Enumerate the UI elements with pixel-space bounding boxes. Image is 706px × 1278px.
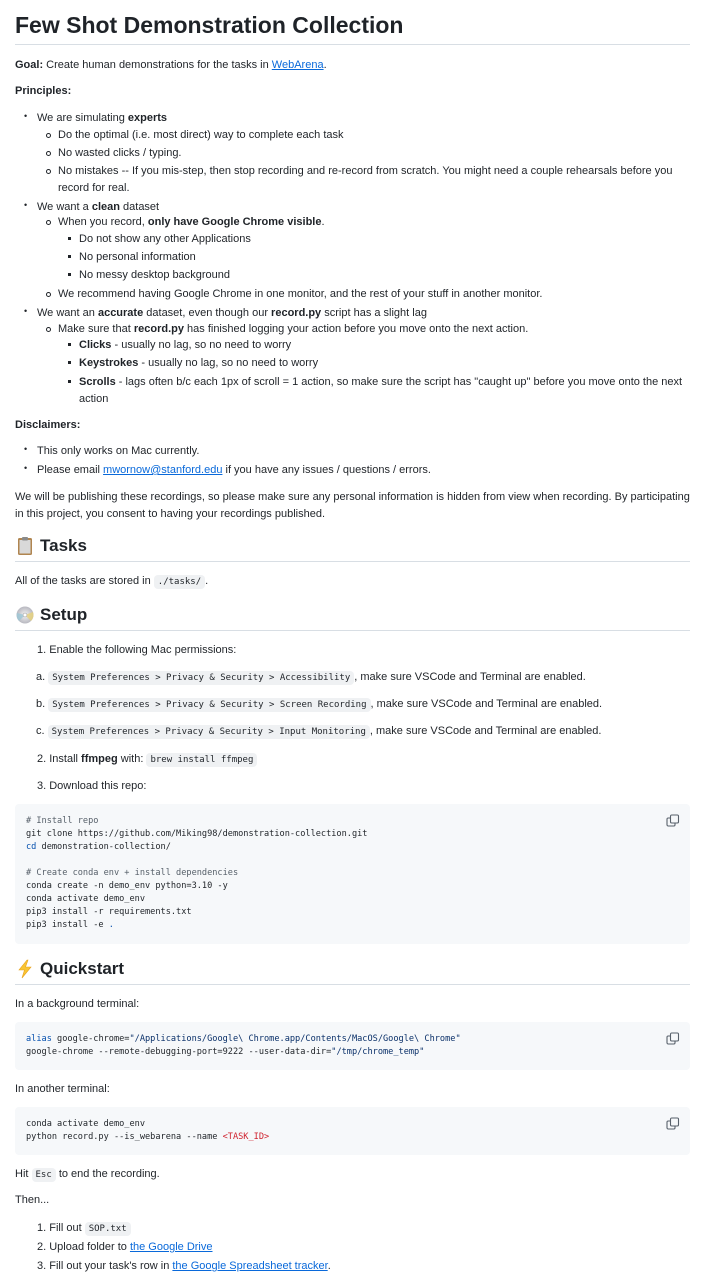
permission-screen-recording [36, 696, 602, 713]
code-keyword: cd [26, 842, 37, 852]
list-item [79, 337, 291, 354]
principles-label-text: Principles: [15, 85, 72, 97]
list-item-text: - usually no lag, so no need to worry [111, 339, 292, 351]
goal-after: . [323, 59, 327, 71]
setup-heading-text: Setup [40, 605, 88, 624]
list-item [58, 145, 182, 162]
code-line: google-chrome= [51, 1034, 130, 1044]
install-ffmpeg-code: brew install ffmpeg [146, 753, 257, 767]
then-label: Then... [15, 1194, 50, 1206]
list-item [58, 163, 690, 197]
step-suffix: with: [117, 753, 147, 765]
then-step-1 [37, 1220, 131, 1237]
list-item [79, 355, 318, 372]
code-string: "/Applications/Google\ Chrome.app/Contents/MacOS/Google\ Chrome" [129, 1034, 461, 1044]
record-code-block [15, 1107, 690, 1155]
step-bold: ffmpeg [81, 753, 118, 765]
list-item-bold: Keystrokes [79, 357, 139, 369]
list-item-suffix: if you have any issues / questions / errors. [222, 464, 431, 476]
chrome-code-block [15, 1022, 690, 1070]
email-link[interactable]: mwornow@stanford.edu [103, 464, 223, 476]
principle-experts [37, 110, 167, 127]
copy-icon[interactable] [666, 1117, 680, 1131]
principle-text: We want an [37, 307, 98, 319]
code-line: demonstration-collection/ [36, 842, 171, 852]
list-item-text: When you record, [58, 216, 148, 228]
code-comment: # Create conda env + install dependencies [26, 868, 239, 878]
list-item [79, 267, 230, 284]
list-item-text: We recommend having Google Chrome in one monitor, and the rest of your stuff in another monitor. [58, 288, 543, 300]
permission-path-code: System Preferences > Privacy & Security > Accessibility [48, 671, 354, 685]
list-item-text: No wasted clicks / typing. [58, 147, 182, 159]
list-item-text: - usually no lag, so no need to worry [138, 357, 319, 369]
list-item-text: Do not show any other Applications [79, 233, 251, 245]
tasks-suffix: . [205, 575, 209, 587]
code-comment: # Install repo [26, 816, 99, 826]
copy-icon[interactable] [666, 1032, 680, 1046]
list-item [58, 214, 325, 231]
list-item-text: No messy desktop background [79, 269, 231, 281]
code-content [15, 1107, 690, 1155]
list-item [58, 321, 528, 338]
goal-text: Create human demonstrations for the tasks in [43, 59, 272, 71]
sop-file-code: SOP.txt [85, 1222, 131, 1236]
disc-icon [15, 605, 35, 625]
principle-suffix: dataset [119, 201, 160, 213]
list-item [79, 231, 251, 248]
code-content [15, 1022, 690, 1070]
list-item [58, 127, 344, 144]
then-step-2 [37, 1239, 213, 1256]
hit-esc-paragraph [15, 1166, 160, 1183]
list-item-bold: record.py [133, 323, 184, 335]
list-item [37, 443, 199, 460]
permission-text: , make sure VSCode and Terminal are enabled. [354, 671, 586, 683]
list-item-text: This only works on Mac currently. [37, 445, 200, 457]
list-item [79, 249, 196, 266]
principle-suffix: script has a slight lag [321, 307, 427, 319]
step-suffix: . [327, 1260, 331, 1272]
list-marker: c. [36, 725, 45, 737]
list-item-text: Please email [37, 464, 104, 476]
permission-path-code: System Preferences > Privacy & Security > Screen Recording [48, 698, 370, 712]
permission-path-code: System Preferences > Privacy & Security > Input Monitoring [48, 725, 370, 739]
list-item [79, 374, 690, 408]
clipboard-icon [15, 536, 35, 556]
esc-key-code: Esc [32, 1168, 56, 1182]
permission-text: , make sure VSCode and Terminal are enabled. [369, 725, 602, 737]
google-drive-link[interactable]: the Google Drive [129, 1241, 213, 1253]
permission-text: , make sure VSCode and Terminal are enabled. [370, 698, 603, 710]
principle-bold: clean [91, 201, 120, 213]
disclaimers-label [15, 417, 80, 434]
another-terminal-label: In another terminal: [15, 1083, 110, 1095]
goal-label: Goal: [15, 59, 44, 71]
step-text: 3. Fill out your task's row in [37, 1260, 173, 1272]
list-item-text: - lags often b/c each 1px of scroll = 1 action, so make sure the script has "caught up" before you move onto the next action [79, 376, 683, 405]
copy-icon[interactable] [666, 814, 680, 828]
disclaimers-label-text: Disclaimers: [15, 419, 81, 431]
code-string: "/tmp/chrome_temp" [331, 1047, 425, 1057]
lightning-icon [15, 959, 35, 979]
list-item-text: No personal information [79, 251, 196, 263]
tasks-paragraph [15, 573, 208, 590]
code-line: git clone https://github.com/Miking98/demonstration-collection.git [26, 829, 368, 839]
list-item-suffix: . [321, 216, 325, 228]
list-item-text: Do the optimal (i.e. most direct) way to complete each task [58, 129, 344, 141]
permission-accessibility [36, 669, 586, 686]
hit-text: Hit [15, 1168, 32, 1180]
code-line: python record.py --is_webarena --name [26, 1132, 223, 1142]
quickstart-heading-text: Quickstart [40, 959, 125, 978]
list-item [37, 462, 431, 479]
code-keyword: . [108, 920, 114, 930]
list-item-bold: Scrolls [79, 376, 116, 388]
code-line: conda activate demo_env [26, 1119, 145, 1129]
publishing-note: We will be publishing these recordings, so please make sure any personal information is hidden from view when recording. By participating in this project, you consent to having your recordings published. [15, 491, 690, 520]
setup-step-2 [37, 751, 257, 768]
tasks-heading-text: Tasks [40, 536, 87, 555]
tasks-path-code: ./tasks/ [154, 575, 205, 589]
principle-accurate [37, 305, 427, 322]
principle-bold2: record.py [271, 307, 322, 319]
list-item [58, 286, 542, 303]
principle-text: We want a [37, 201, 92, 213]
list-marker: a. [36, 671, 46, 683]
list-item-bold: only have Google Chrome visible [147, 216, 322, 228]
list-item-text: Make sure that [58, 323, 134, 335]
hit-suffix: to end the recording. [55, 1168, 160, 1180]
list-item-bold: Clicks [79, 339, 112, 351]
permission-input-monitoring [36, 723, 601, 740]
principle-bold: experts [127, 112, 168, 124]
principle-mid: dataset, even though our [143, 307, 272, 319]
spreadsheet-tracker-link[interactable]: the Google Spreadsheet tracker [172, 1260, 328, 1272]
code-content [15, 804, 690, 943]
principle-bold: accurate [97, 307, 144, 319]
quickstart-heading [15, 957, 690, 985]
code-placeholder: <TASK_ID> [222, 1132, 270, 1142]
install-code-block [15, 804, 690, 944]
principle-text: We are simulating [37, 112, 128, 124]
tasks-text: All of the tasks are stored in [15, 575, 154, 587]
code-line: google-chrome --remote-debugging-port=9222 --user-data-dir= [26, 1047, 332, 1057]
goal-paragraph [15, 57, 327, 74]
setup-step-3: 3. Download this repo: [37, 780, 147, 792]
list-marker: b. [36, 698, 46, 710]
setup-step-1: 1. Enable the following Mac permissions: [37, 644, 237, 656]
list-item-text: No mistakes -- If you mis-step, then stop recording and re-record from scratch. You might need a couple rehearsals before you record for real. [58, 165, 673, 194]
webarena-link[interactable]: WebArena [271, 59, 324, 71]
step-text: 2. Install [37, 753, 82, 765]
principles-label [15, 83, 71, 100]
page-title: Few Shot Demonstration Collection [15, 10, 690, 45]
setup-heading [15, 603, 690, 631]
list-item-suffix: has finished logging your action before you move onto the next action. [183, 323, 529, 335]
code-line: conda create -n demo_env python=3.10 -y [26, 881, 228, 891]
code-line: pip3 install -e [26, 920, 109, 930]
step-text: 2. Upload folder to [37, 1241, 130, 1253]
step-text: 1. Fill out [37, 1222, 85, 1234]
tasks-heading [15, 534, 690, 562]
code-line: conda activate demo_env [26, 894, 145, 904]
then-step-3 [37, 1258, 331, 1275]
code-keyword: alias [26, 1034, 52, 1044]
background-terminal-label: In a background terminal: [15, 998, 140, 1010]
code-line: pip3 install -r requirements.txt [26, 907, 192, 917]
